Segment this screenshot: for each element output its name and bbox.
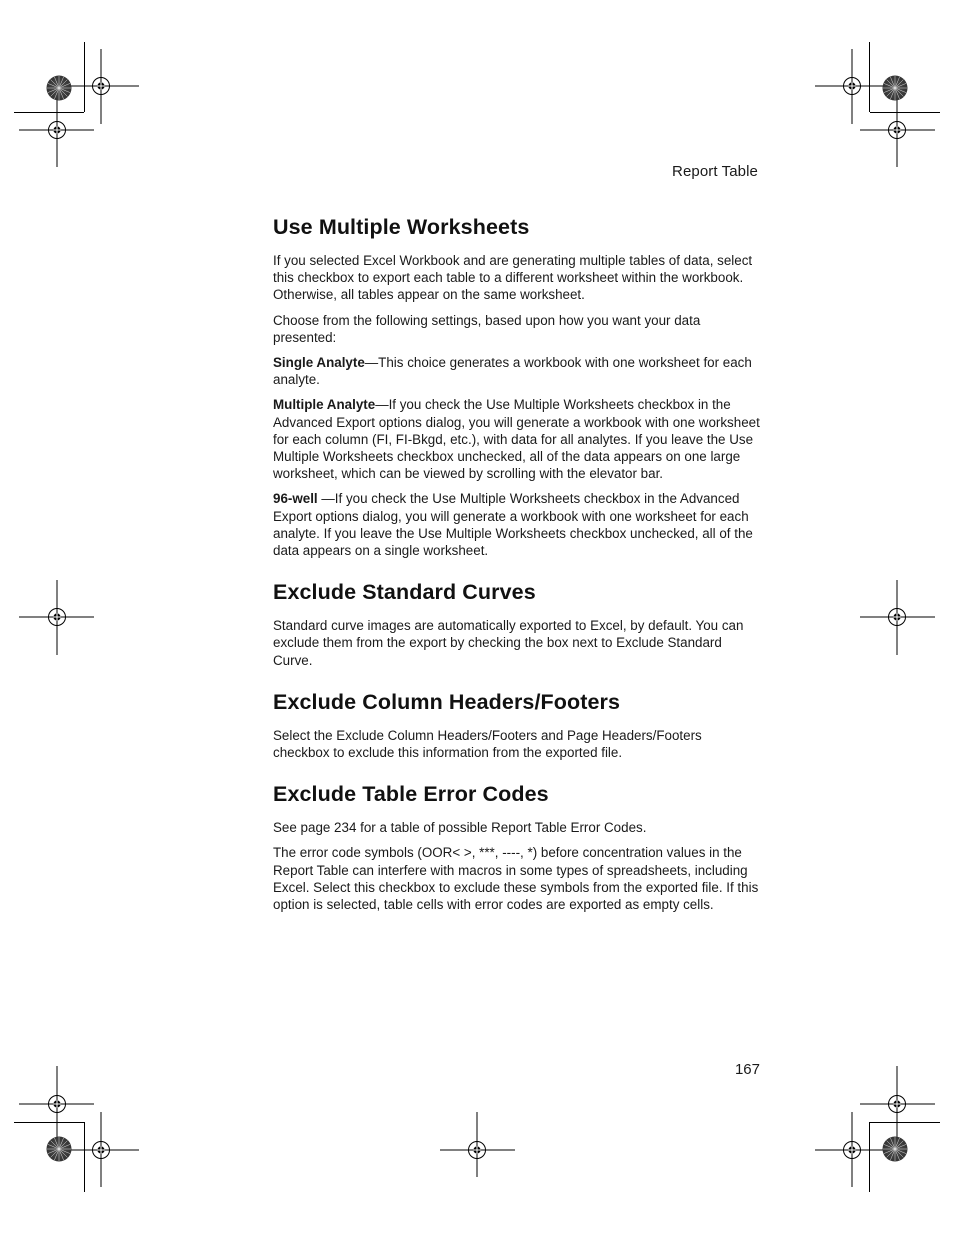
body-paragraph: See page 234 for a table of possible Report Table Error Codes. [273, 820, 647, 836]
run-in-term: Single Analyte [273, 355, 365, 371]
section-heading: Use Multiple Worksheets [273, 215, 530, 239]
section-exclude-table-error-codes [273, 782, 761, 913]
color-dial-icon [47, 1137, 72, 1162]
section-exclude-standard-curves [273, 580, 761, 669]
page-body [273, 215, 761, 934]
section-heading: Exclude Standard Curves [273, 580, 536, 605]
section-use-multiple-worksheets [273, 215, 761, 559]
definition-paragraph: 96-well —If you check the Use Multiple Worksheets checkbox in the Advanced Export options dialog, you will generate a workbook with one worksheet for each analyte. If you leave the Use Multiple Worksheets checkbox unchecked, all of the data appears on a single worksheet. [273, 491, 753, 559]
running-header: Report Table [672, 163, 758, 180]
body-paragraph: If you selected Excel Workbook and are generating multiple tables of data, select this checkbox to export each table to a different worksheet within the workbook. Otherwise, all tables appear on the same worksheet. [273, 253, 753, 303]
section-exclude-column-headers-footers [273, 690, 761, 761]
run-in-term: Multiple Analyte [273, 397, 376, 413]
definition-paragraph: Single Analyte—This choice generates a workbook with one worksheet for each analyte. [273, 355, 752, 388]
definition-paragraph: Multiple Analyte—If you check the Use Multiple Worksheets checkbox in the Advanced Export options dialog, you will generate a workbook with one worksheet for each column (FI, FI-Bkgd, etc.), with data for all analytes. If you leave the Use Multiple Worksheets checkbox unchecked, all of the data appears on one large worksheet, which can be viewed by scrolling with the elevator bar. [273, 397, 760, 482]
color-dial-icon [883, 1137, 908, 1162]
section-heading: Exclude Table Error Codes [273, 782, 549, 807]
run-in-term: 96-well [273, 491, 318, 507]
section-heading: Exclude Column Headers/Footers [273, 689, 621, 714]
body-paragraph: The error code symbols (OOR< >, ***, ----, *) before concentration values in the Report Table can interfere with macros in some types of spreadsheets, including Excel. Select this checkbox to exclude these symbols from the exported file. If this option is selected, table cells with error codes are exported as empty cells. [273, 845, 759, 913]
body-paragraph: Standard curve images are automatically exported to Excel, by default. You can exclude them from the export by checking the box next to Exclude Standard Curve. [273, 618, 744, 668]
color-dial-icon [883, 76, 908, 101]
color-dial-icon [47, 76, 72, 101]
body-paragraph: Select the Exclude Column Headers/Footers and Page Headers/Footers checkbox to exclude this information from the exported file. [273, 727, 702, 761]
page-number: 167 [734, 1061, 760, 1078]
body-paragraph: Choose from the following settings, based upon how you want your data presented: [273, 312, 701, 345]
